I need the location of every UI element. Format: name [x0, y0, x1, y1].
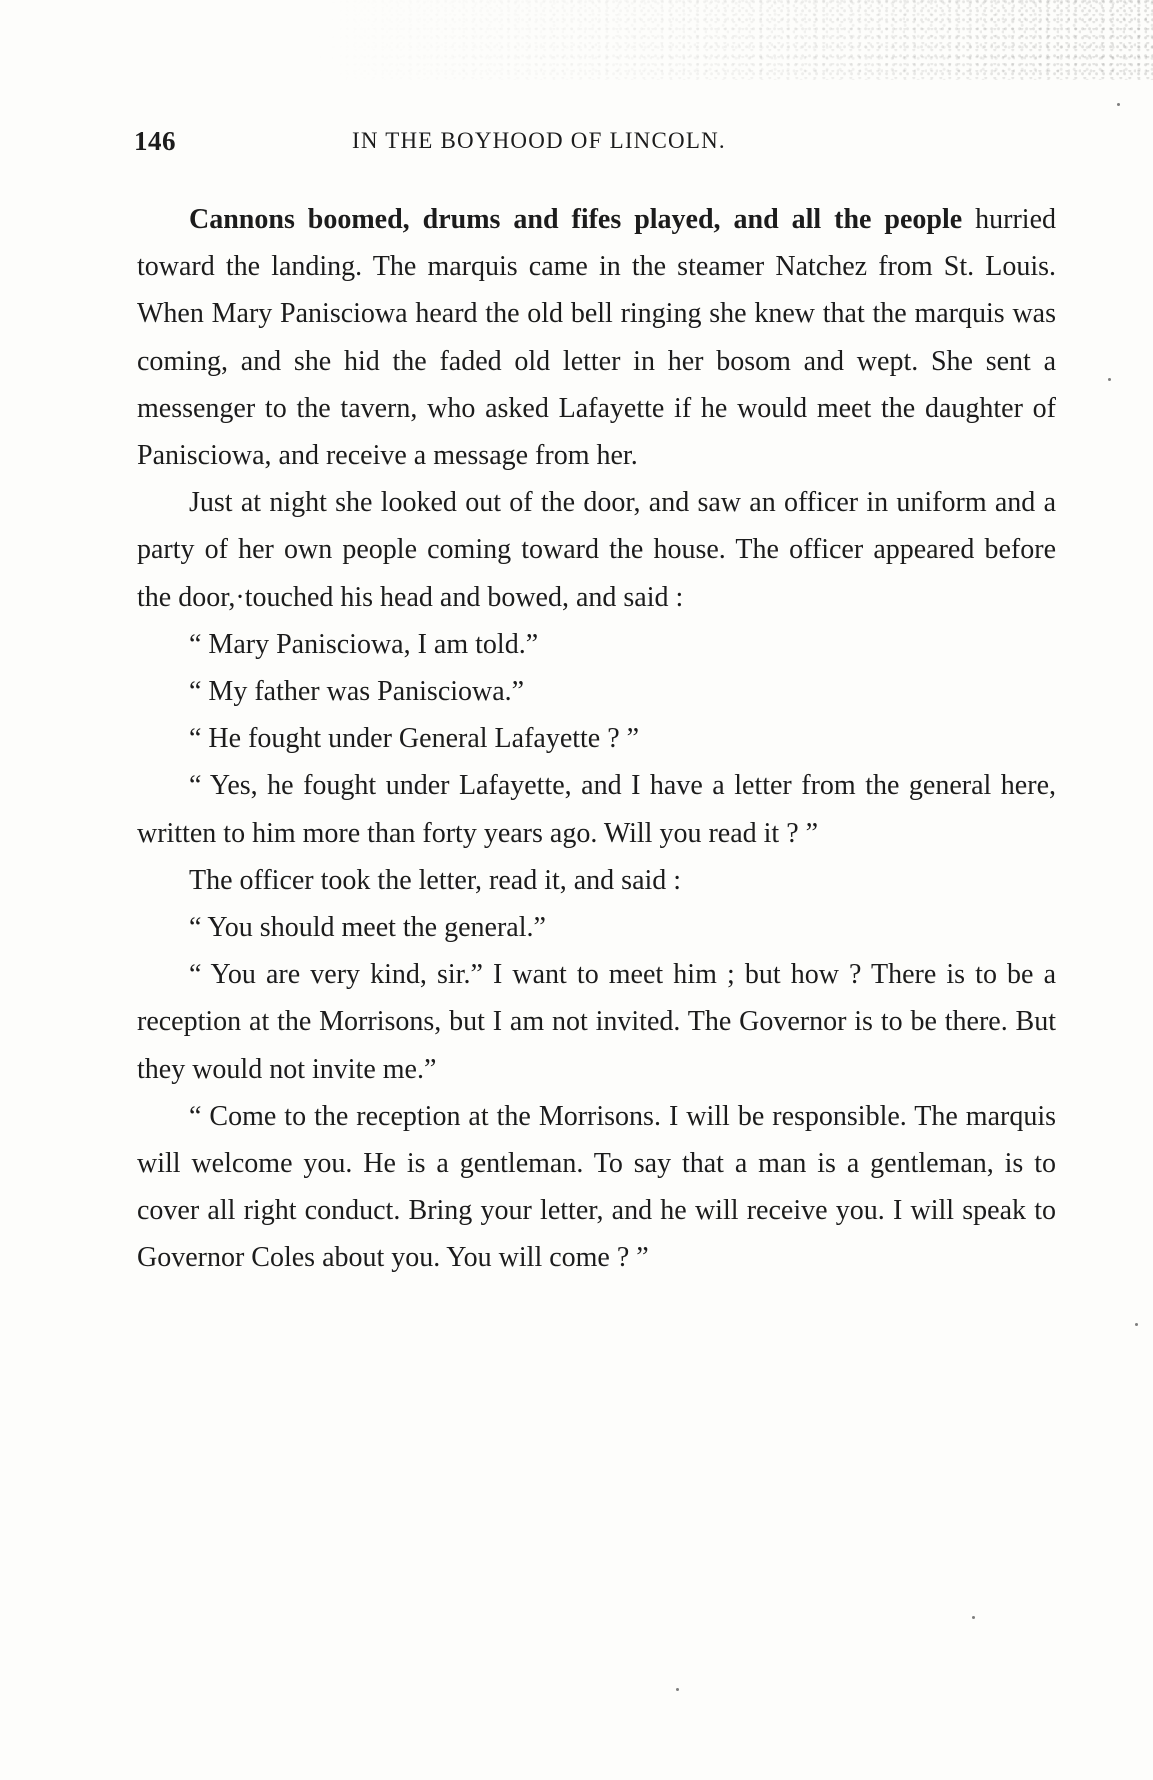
- running-head: IN THE BOYHOOD OF LINCOLN.: [352, 128, 726, 153]
- dialogue-line: “ He fought under General Lafayette ? ”: [189, 723, 640, 755]
- dialogue-line: “ You are very kind, sir.” I want to meet him ; but how ? There is to be a reception at the Morrisons, but I am not invited. The Governor is to be there. But they would not invite me.”: [137, 959, 1056, 1085]
- scan-dot: [1117, 103, 1120, 106]
- dialogue-line: “ You should meet the general.”: [189, 912, 546, 944]
- dialogue-line: “ Mary Panisciowa, I am told.”: [189, 628, 539, 660]
- scan-dot: [1108, 378, 1111, 381]
- paragraph: Just at night she looked out of the door, and saw an officer in uniform and a party of her own people coming toward the house. The officer appeared before the door,·touched his head and bowed, and said :: [137, 487, 1056, 613]
- dialogue-line: “ Yes, he fought under Lafayette, and I have a letter from the general here, written to him more than forty years ago. Will you read it ? ”: [137, 770, 1056, 849]
- dialogue-line: “ Come to the reception at the Morrisons. I will be responsible. The marquis will welcome you. He is a gentleman. To say that a man is a gentleman, is to cover all right conduct. Bring your letter, and he will receive you. I will speak to Governor Coles about you. You will come ? ”: [137, 1100, 1056, 1274]
- scan-dot: [1135, 1323, 1138, 1326]
- scan-dot: [972, 1616, 975, 1619]
- paragraph-lead: Cannons boomed, drums and fifes played, and all the people: [189, 204, 963, 235]
- page-body: [137, 196, 1056, 1282]
- scan-dot: [676, 1688, 679, 1691]
- paragraph: [137, 196, 1056, 479]
- page-header: [134, 126, 1054, 166]
- page-number: 146: [134, 126, 176, 156]
- scan-speckle-noise: [300, 0, 1153, 80]
- paragraph: The officer took the letter, read it, and said :: [189, 864, 682, 896]
- paragraph-rest: hurried toward the landing. The marquis came in the steamer Natchez from St. Louis. When Mary Panisciowa heard the old bell ringing she knew that the marquis was coming, and she hid the faded old letter in her bosom and wept. She sent a messenger to the tavern, who asked Lafayette if he would meet the daughter of Panisciowa, and receive a message from her.: [137, 204, 1056, 472]
- dialogue-line: “ My father was Panisciowa.”: [189, 676, 525, 708]
